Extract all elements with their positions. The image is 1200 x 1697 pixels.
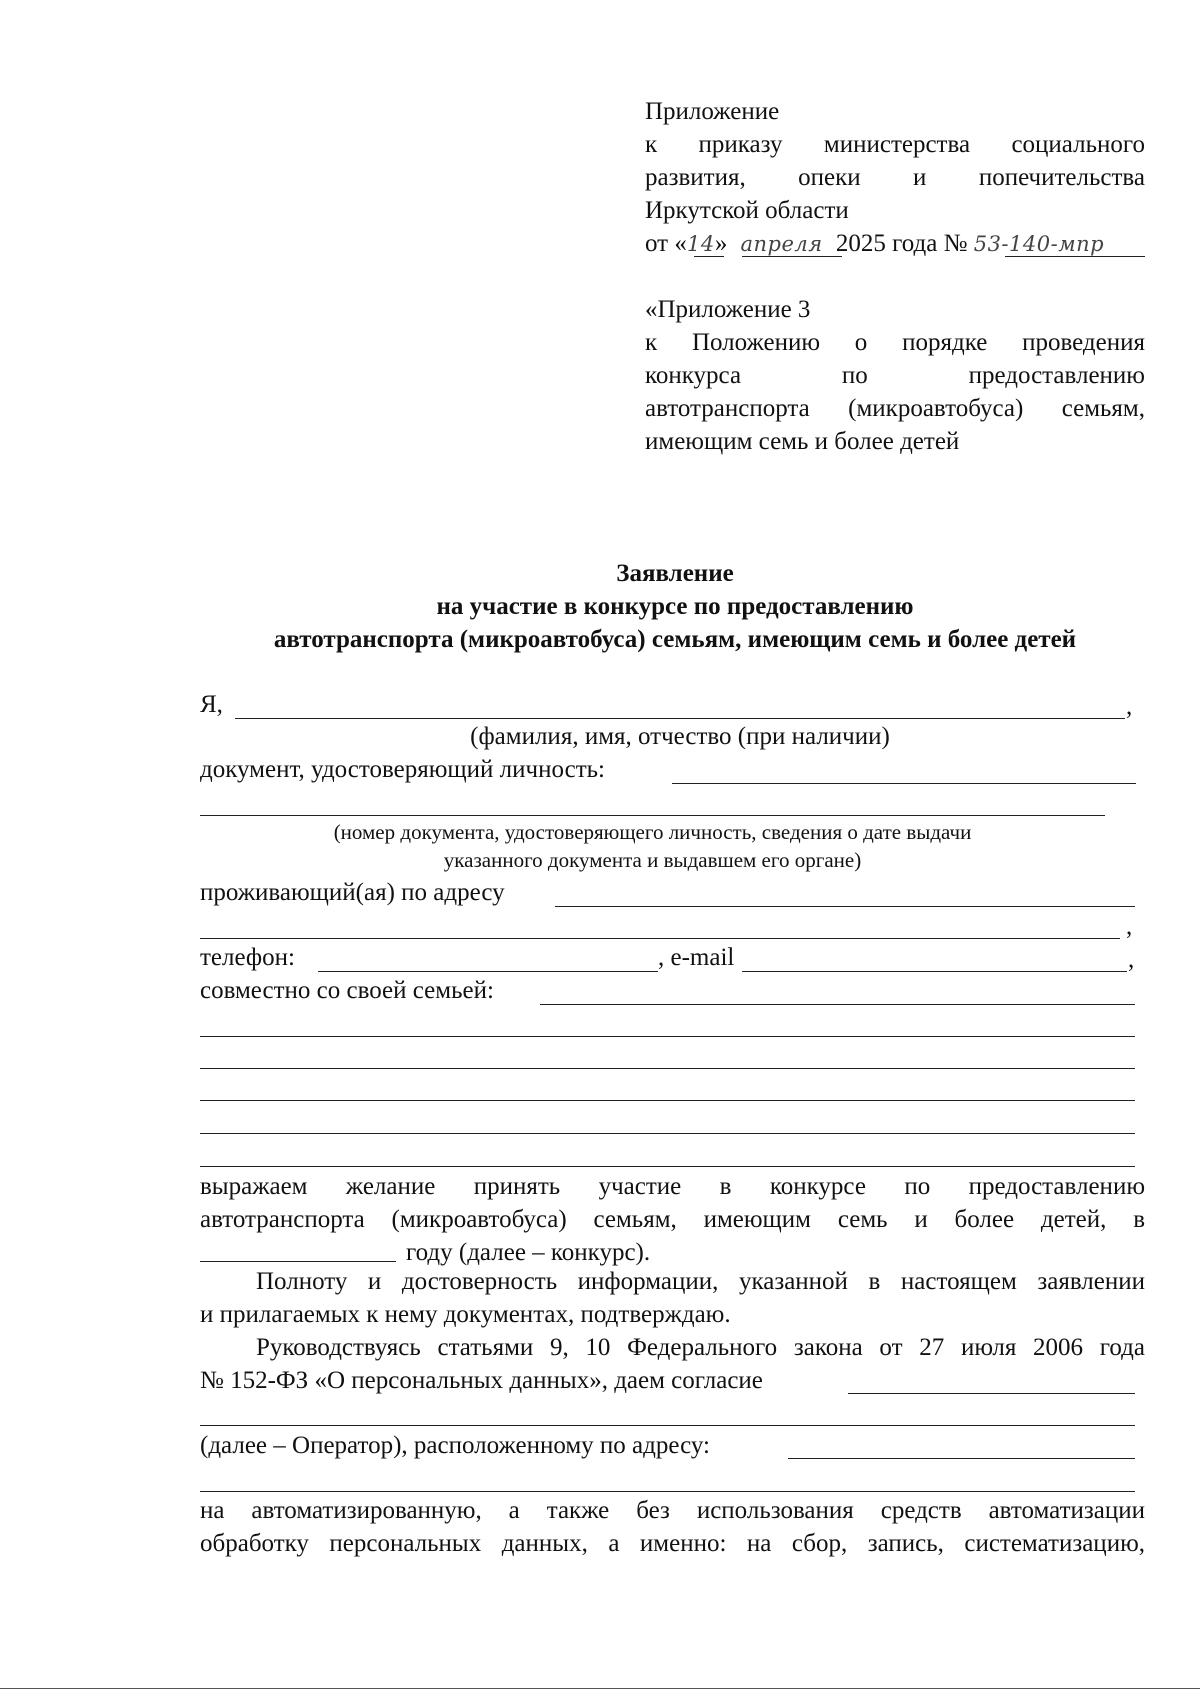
family-field-line3[interactable] (200, 1068, 1135, 1069)
ya-label: Я, (200, 691, 223, 718)
fio-hint: (фамилия, имя, отчество (при наличии) (470, 723, 890, 750)
order-number-handwritten: 53-140-мпр (973, 232, 1105, 256)
family-field-line5[interactable] (200, 1133, 1135, 1134)
id-doc-field-line1[interactable] (672, 783, 1136, 784)
scan-bottom-edge (0, 1688, 1200, 1689)
id-doc-field-line2[interactable] (200, 815, 1105, 816)
processing-line1: на автоматизированную, а также без использования средств автоматизации (200, 1497, 1145, 1524)
email-label: , e-mail (658, 944, 735, 971)
operator-label: (далее – Оператор), расположенному по адресу: (200, 1432, 710, 1459)
consent-field-line2[interactable] (200, 1425, 1135, 1426)
family-field-line4[interactable] (200, 1100, 1135, 1101)
document-subtitle-line2: автотранспорта (микроавтобуса) семьям, имеющим семь и более детей (273, 626, 1077, 653)
date-month-handwritten: апреля (740, 232, 823, 256)
fio-field-line[interactable] (235, 718, 1125, 719)
address-trailing-comma: , (1126, 913, 1133, 940)
phone-label: телефон: (200, 944, 295, 971)
appendix3-line4: имеющим семь и более детей (645, 428, 960, 455)
header-appendix-to-line1: к приказу министерства социального (645, 131, 1145, 158)
family-label: совместно со своей семьей: (200, 977, 494, 1004)
address-label: проживающий(ая) по адресу (200, 879, 505, 906)
operator-address-line2[interactable] (200, 1491, 1135, 1492)
confirm-line1: Полноту и достоверность информации, указанной в настоящем заявлении (256, 1268, 1145, 1295)
address-field-line2[interactable] (200, 938, 1120, 939)
header-appendix-title: Приложение (645, 98, 780, 125)
date-day-underline (694, 256, 724, 257)
date-prefix: от « (645, 230, 687, 257)
year-field-line[interactable] (200, 1261, 396, 1262)
id-doc-hint-line2: указанного документа и выдавшем его органе) (443, 848, 862, 872)
header-appendix-to-line3: Иркутской области (645, 197, 849, 224)
date-month-underline (742, 256, 842, 257)
processing-line2: обработку персональных данных, а именно: на сбор, запись, систематизацию, (200, 1530, 1145, 1557)
family-field-line1[interactable] (540, 1004, 1135, 1005)
operator-address-line1[interactable] (788, 1458, 1135, 1459)
family-field-line6[interactable] (200, 1166, 1135, 1167)
appendix3-title: «Приложение 3 (645, 296, 811, 323)
family-field-line2[interactable] (200, 1036, 1135, 1037)
date-year: 2025 года № (835, 230, 968, 257)
date-mid: » (714, 230, 728, 257)
wish-line1: выражаем желание принять участие в конкурсе по предоставлению (200, 1173, 1145, 1200)
phone-field-line[interactable] (318, 971, 658, 972)
address-field-line1[interactable] (555, 906, 1135, 907)
header-appendix-to-line2: развития, опеки и попечительства (645, 164, 1145, 191)
appendix3-line2: конкурса по предоставлению (645, 362, 1145, 389)
confirm-line2: и прилагаемых к нему документах, подтверждаю. (200, 1301, 731, 1328)
order-number-underline (1005, 256, 1145, 257)
document-title: Заявление (616, 560, 734, 587)
date-day-handwritten: 14 (686, 232, 715, 256)
appendix3-line1: к Положению о порядке проведения (645, 329, 1145, 356)
wish-line3: году (далее – конкурс). (406, 1239, 651, 1266)
email-field-line[interactable] (742, 971, 1127, 972)
consent-field-line1[interactable] (848, 1393, 1135, 1394)
wish-line2: автотранспорта (микроавтобуса) семьям, имеющим семь и более детей, в (200, 1206, 1145, 1233)
document-subtitle-line1: на участие в конкурсе по предоставлению (436, 593, 914, 620)
consent-line2: № 152-ФЗ «О персональных данных», даем согласие (200, 1367, 763, 1394)
consent-line1: Руководствуясь статьями 9, 10 Федерального закона от 27 июля 2006 года (256, 1334, 1145, 1361)
id-doc-hint-line1: (номер документа, удостоверяющего личность, сведения о дате выдачи (333, 820, 972, 844)
email-trailing-comma: , (1128, 946, 1135, 973)
fio-trailing-comma: , (1126, 693, 1133, 720)
id-doc-label: документ, удостоверяющий личность: (200, 756, 605, 783)
appendix3-line3: автотранспорта (микроавтобуса) семьям, (645, 395, 1145, 422)
